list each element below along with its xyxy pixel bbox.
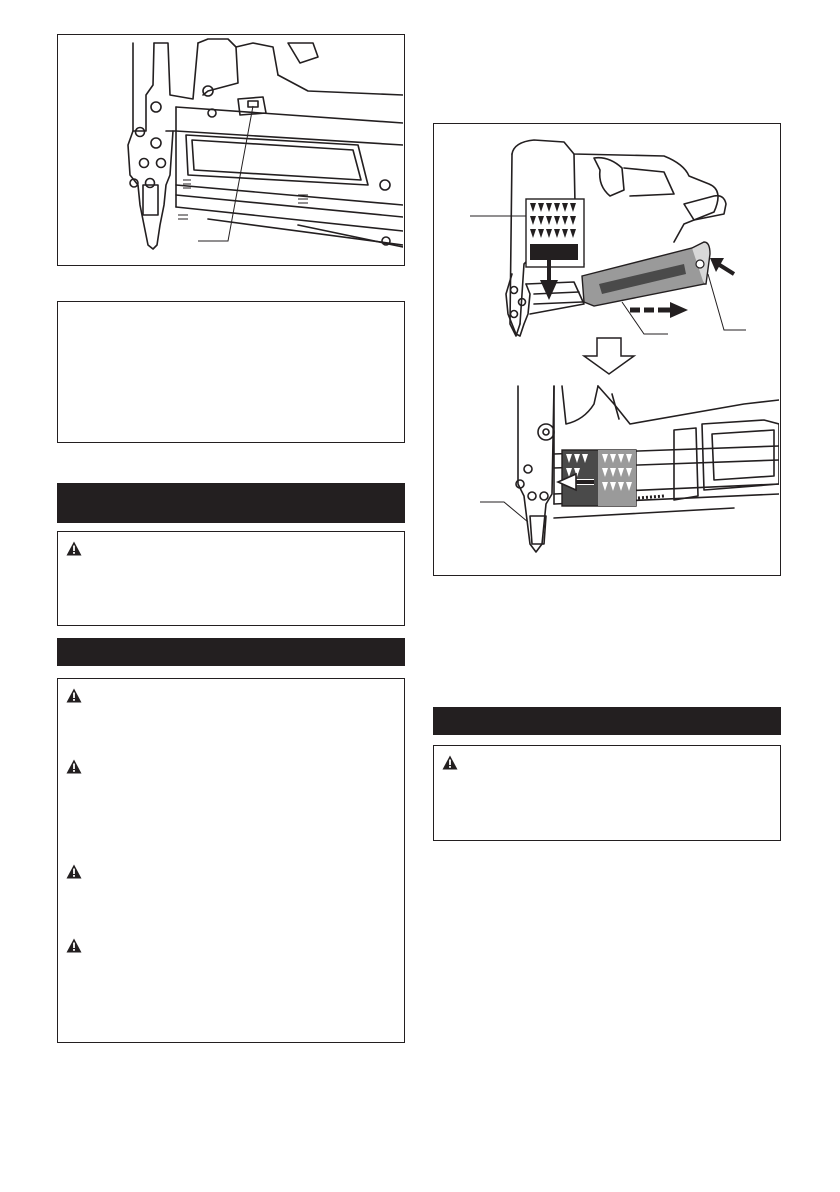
section-header-bar: [433, 707, 781, 735]
warning-triangle-icon: [66, 688, 82, 703]
warning-box: [433, 745, 781, 841]
section-header-bar: [57, 638, 405, 666]
hollow-down-arrow-icon: [584, 338, 634, 374]
warning-triangle-icon: [66, 541, 82, 556]
warning-triangle-icon: [66, 864, 82, 879]
figure-magazine-closeup: [57, 34, 405, 266]
warning-triangle-icon: [66, 938, 82, 953]
warning-box: [57, 678, 405, 1043]
warning-triangle-icon: [442, 755, 458, 770]
warning-triangle-icon: [66, 759, 82, 774]
nailer-illustration: [58, 35, 403, 264]
figure-loading-sequence: [433, 123, 781, 576]
nailer-illustration: [434, 124, 779, 574]
note-box: [57, 301, 405, 443]
warning-box: [57, 531, 405, 626]
section-header-bar: [57, 483, 405, 523]
